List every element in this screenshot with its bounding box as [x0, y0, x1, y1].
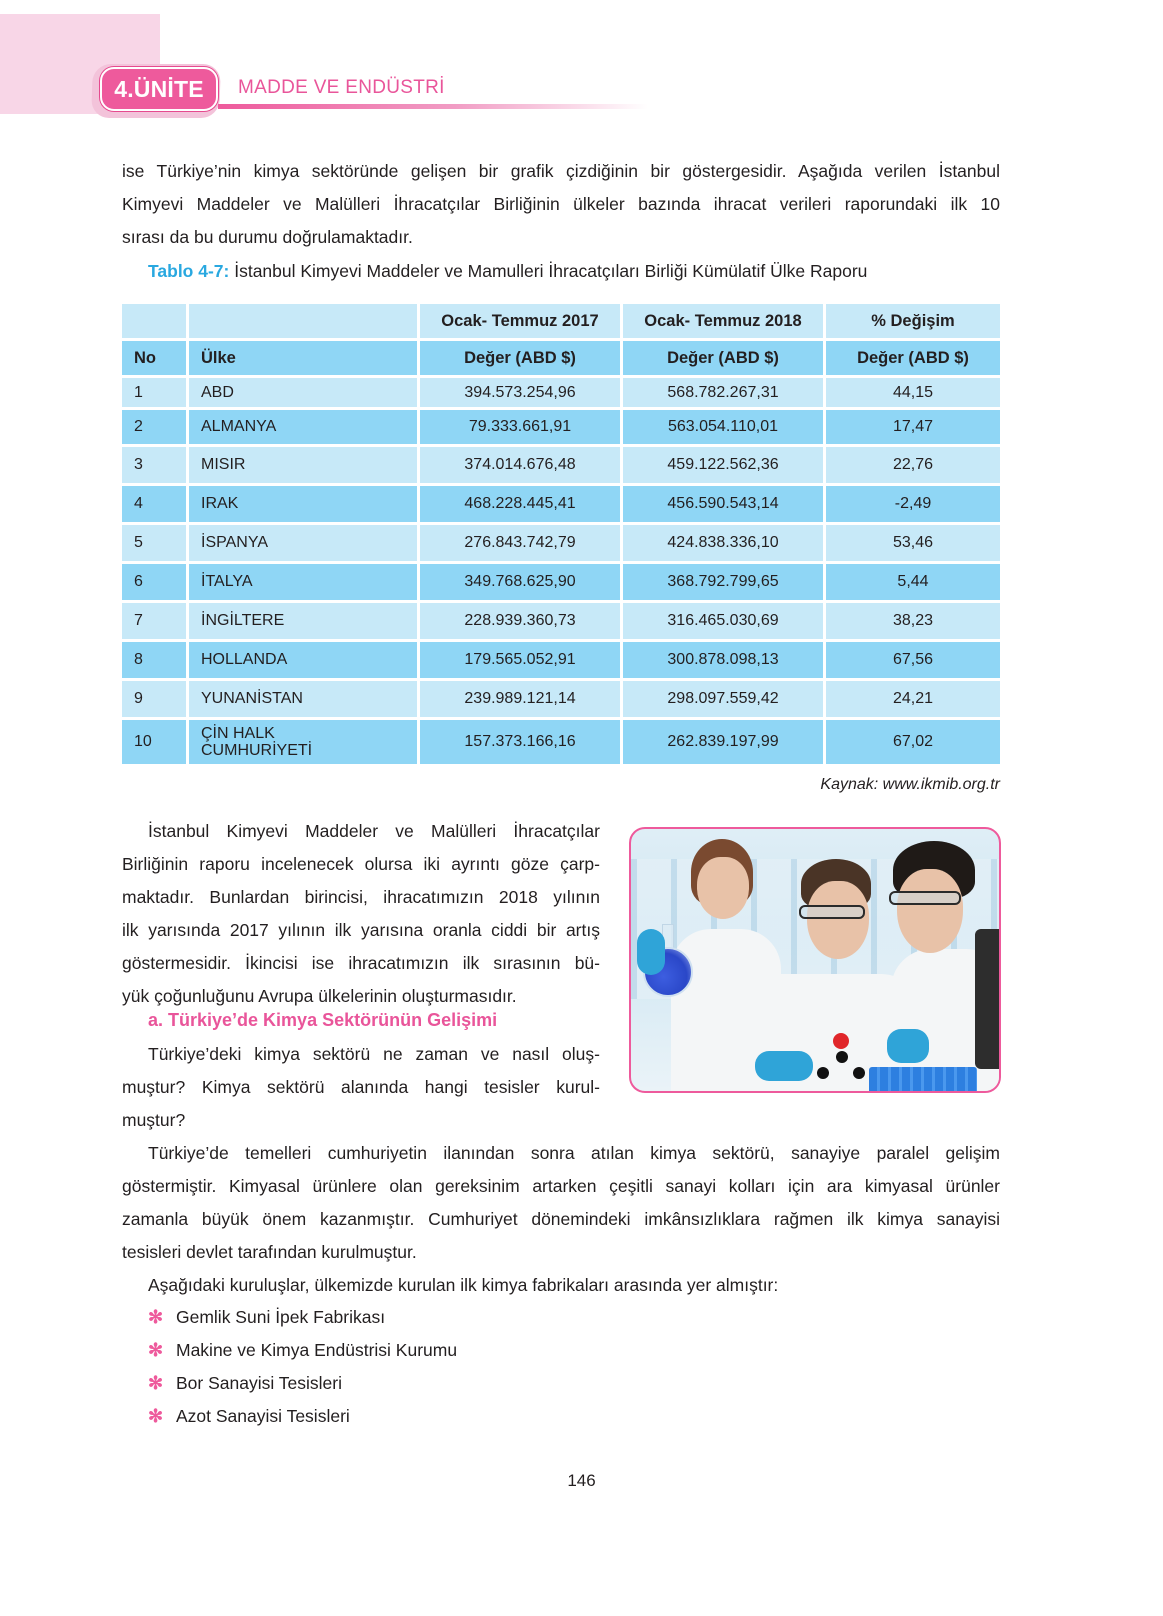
table-group-header-row [122, 304, 1000, 338]
text-line: ise Türkiye’nin kimya sektöründe gelişen bir grafik çizdiğinin bir göstergesidir. Aşağıda verilen İstanbul [122, 161, 1000, 181]
cell-change: 5,44 [826, 564, 1000, 600]
text-line: tesisleri devlet tarafından kurulmuştur. [122, 1242, 417, 1262]
table-row [122, 603, 1000, 639]
cell-no: 5 [122, 525, 186, 561]
section-body [122, 1137, 1000, 1269]
column-header-no: No [122, 341, 186, 375]
cell-value-2018: 563.054.110,01 [623, 410, 823, 444]
cell-value-2018: 424.838.336,10 [623, 525, 823, 561]
country-line: ÇİN HALK [201, 725, 275, 742]
table-row [122, 525, 1000, 561]
cell-no: 10 [122, 720, 186, 764]
column-header-country: Ülke [189, 341, 417, 375]
text-line: yük çoğunluğunu Avrupa ülkelerinin oluşturmasıdır. [122, 986, 517, 1006]
table-source: Kaynak: www.ikmib.org.tr [820, 776, 1000, 793]
intro-paragraph [122, 155, 1000, 254]
text-line: ilk yarısında 2017 yılının ilk yarısına oranla ciddi bir artış [122, 920, 600, 940]
glove [887, 1029, 929, 1063]
asterisk-bullet-icon: ✻ [148, 1373, 164, 1393]
goggles [799, 905, 865, 919]
table-row [122, 564, 1000, 600]
cell-value-2017: 228.939.360,73 [420, 603, 620, 639]
goggles [889, 891, 961, 905]
table-row [122, 410, 1000, 444]
text-line: Aşağıdaki kuruluşlar, ülkemizde kurulan ilk kimya fabrikaları arasında yer almıştır: [148, 1275, 779, 1295]
group-header-2017: Ocak- Temmuz 2017 [420, 304, 620, 338]
table-row [122, 486, 1000, 522]
cell-no: 1 [122, 378, 186, 407]
column-header-value-2017: Değer (ABD $) [420, 341, 620, 375]
table-column-header-row [122, 341, 1000, 375]
list-item [148, 1334, 457, 1367]
cell-value-2017: 468.228.445,41 [420, 486, 620, 522]
cell-change: 22,76 [826, 447, 1000, 483]
list-intro [148, 1269, 1008, 1302]
asterisk-bullet-icon: ✻ [148, 1307, 164, 1327]
group-header-2018: Ocak- Temmuz 2018 [623, 304, 823, 338]
factory-list [148, 1301, 457, 1433]
cell-change: 67,56 [826, 642, 1000, 678]
cell-value-2018: 456.590.543,14 [623, 486, 823, 522]
list-item-text: Bor Sanayisi Tesisleri [176, 1373, 342, 1393]
glove [755, 1051, 813, 1081]
lab-scientists-photo [629, 827, 1001, 1093]
microscope [975, 929, 999, 1069]
cell-value-2018: 262.839.197,99 [623, 720, 823, 764]
cell-value-2018: 568.782.267,31 [623, 378, 823, 407]
table-row [122, 681, 1000, 717]
cell-value-2017: 349.768.625,90 [420, 564, 620, 600]
cell-country: İTALYA [189, 564, 417, 600]
cell-change: 53,46 [826, 525, 1000, 561]
section-question [122, 1038, 600, 1137]
text-line: sırası da bu durumu doğrulamaktadır. [122, 227, 413, 247]
text-line: göstermiştir. Kimyasal ürünlere olan gereksinim artarken çeşitli sanayi kolları için ara kimyasal ürünler [122, 1176, 1000, 1196]
header-underline [218, 104, 648, 109]
export-report-table [119, 301, 1003, 767]
cell-country: HOLLANDA [189, 642, 417, 678]
molecule-atom [817, 1067, 829, 1079]
table-caption-label: Tablo 4-7: [148, 261, 230, 281]
list-item-text: Makine ve Kimya Endüstrisi Kurumu [176, 1340, 458, 1360]
list-item [148, 1301, 457, 1334]
cell-change: 17,47 [826, 410, 1000, 444]
cell-country: İSPANYA [189, 525, 417, 561]
group-header-cell [189, 304, 417, 338]
list-item [148, 1367, 457, 1400]
table-row [122, 447, 1000, 483]
text-line: göstermesidir. İkincisi ise ihracatımızın ilk sırasının bü- [122, 953, 600, 973]
text-line: İstanbul Kimyevi Maddeler ve Malülleri İhracatçılar [148, 821, 600, 841]
molecule-atom [853, 1067, 865, 1079]
column-header-value-2018: Değer (ABD $) [623, 341, 823, 375]
text-line: muştur? Kimya sektörü alanında hangi tesisler kurul- [122, 1077, 600, 1097]
table-caption-text: İstanbul Kimyevi Maddeler ve Mamulleri İhracatçıları Birliği Kümülatif Ülke Raporu [229, 261, 868, 281]
cell-value-2017: 239.989.121,14 [420, 681, 620, 717]
cell-no: 2 [122, 410, 186, 444]
cell-country: ABD [189, 378, 417, 407]
unit-title: MADDE VE ENDÜSTRİ [238, 77, 445, 98]
country-line: CUMHURİYETİ [201, 742, 313, 759]
page-number: 146 [567, 1471, 596, 1490]
molecule-atom [836, 1051, 848, 1063]
cell-country: YUNANİSTAN [189, 681, 417, 717]
face [897, 869, 963, 953]
table-row [122, 378, 1000, 407]
cell-value-2017: 179.565.052,91 [420, 642, 620, 678]
text-line: Kimyevi Maddeler ve Malülleri İhracatçılar Birliğinin ülkeler bazında ihracat verileri raporundaki ilk 10 [122, 194, 1000, 214]
group-header-change: % Değişim [826, 304, 1000, 338]
cell-value-2018: 300.878.098,13 [623, 642, 823, 678]
column-header-change: Değer (ABD $) [826, 341, 1000, 375]
text-line: muştur? [122, 1110, 186, 1130]
text-line: Türkiye’deki kimya sektörü ne zaman ve nasıl oluş- [148, 1044, 600, 1064]
table-row [122, 642, 1000, 678]
cell-no: 8 [122, 642, 186, 678]
cell-change: 38,23 [826, 603, 1000, 639]
list-item-text: Azot Sanayisi Tesisleri [176, 1406, 350, 1426]
cell-value-2017: 276.843.742,79 [420, 525, 620, 561]
cell-change: 44,15 [826, 378, 1000, 407]
cell-country [189, 720, 417, 764]
cell-value-2018: 316.465.030,69 [623, 603, 823, 639]
cell-change: 67,02 [826, 720, 1000, 764]
cell-value-2017: 394.573.254,96 [420, 378, 620, 407]
face [807, 881, 869, 959]
text-line: Birliğinin raporu incelenecek olursa iki ayrıntı göze çarp- [122, 854, 600, 874]
cell-country: ALMANYA [189, 410, 417, 444]
asterisk-bullet-icon: ✻ [148, 1406, 164, 1426]
cell-no: 7 [122, 603, 186, 639]
cell-no: 6 [122, 564, 186, 600]
cell-change: 24,21 [826, 681, 1000, 717]
cell-no: 3 [122, 447, 186, 483]
list-item-text: Gemlik Suni İpek Fabrikası [176, 1307, 386, 1327]
asterisk-bullet-icon: ✻ [148, 1340, 164, 1360]
list-item [148, 1400, 457, 1433]
cell-no: 9 [122, 681, 186, 717]
group-header-cell [122, 304, 186, 338]
cell-value-2018: 298.097.559,42 [623, 681, 823, 717]
unit-label: 4.ÜNİTE [114, 75, 204, 102]
unit-badge [100, 67, 218, 111]
molecule-atom [833, 1033, 849, 1049]
cell-value-2017: 157.373.166,16 [420, 720, 620, 764]
glove [637, 929, 665, 975]
text-line: zamanla büyük önem kazanmıştır. Cumhuriyet dönemindeki imkânsızlıklara rağmen ilk kimya sanayisi [122, 1209, 1000, 1229]
cell-country: IRAK [189, 486, 417, 522]
table-caption [148, 261, 867, 282]
cell-value-2018: 459.122.562,36 [623, 447, 823, 483]
face [697, 857, 749, 919]
cell-no: 4 [122, 486, 186, 522]
table-row [122, 720, 1000, 764]
cell-value-2018: 368.792.799,65 [623, 564, 823, 600]
test-tube-rack [869, 1067, 977, 1093]
text-line: Türkiye’de temelleri cumhuriyetin ilanından sonra atılan kimya sektörü, sanayiye paralel gelişim [148, 1143, 1000, 1163]
cell-value-2017: 79.333.661,91 [420, 410, 620, 444]
section-heading: a. Türkiye’de Kimya Sektörünün Gelişimi [148, 1010, 498, 1030]
text-line: maktadır. Bunlardan birincisi, ihracatımızın 2018 yılının [122, 887, 600, 907]
report-paragraph [122, 815, 600, 1013]
cell-country: MISIR [189, 447, 417, 483]
cell-change: -2,49 [826, 486, 1000, 522]
cell-value-2017: 374.014.676,48 [420, 447, 620, 483]
cell-country: İNGİLTERE [189, 603, 417, 639]
